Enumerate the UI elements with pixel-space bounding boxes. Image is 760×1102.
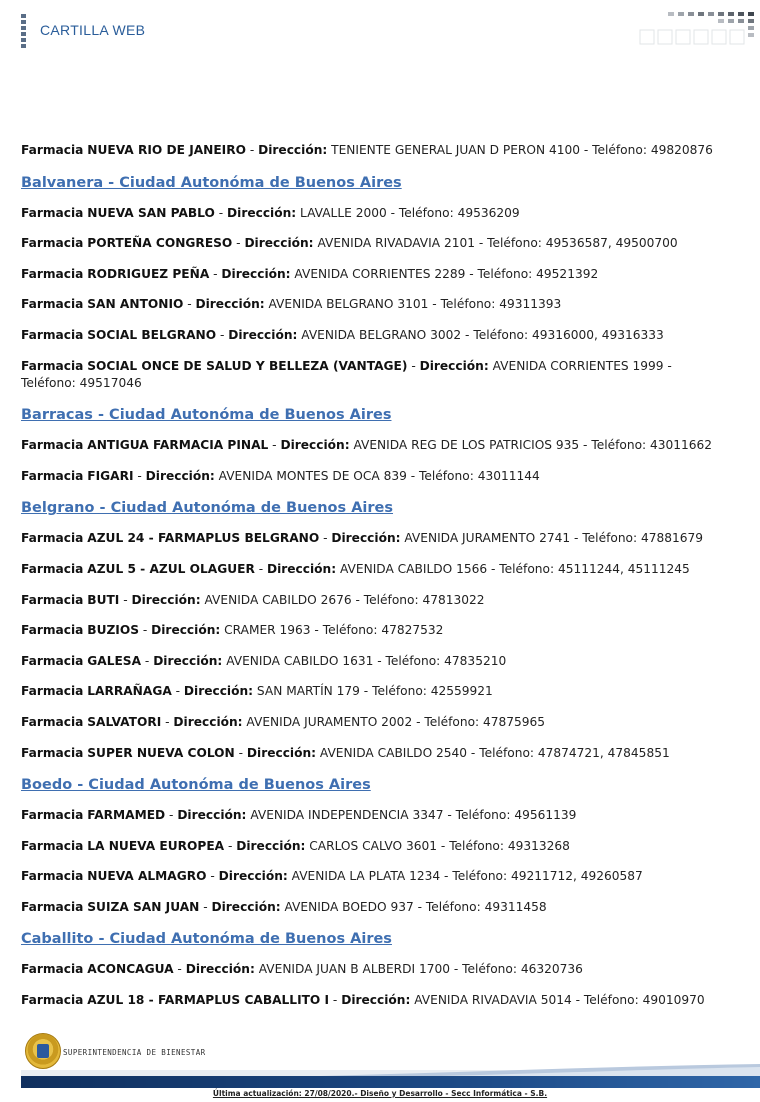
pharmacy-phone: 49010970 <box>642 993 705 1008</box>
phone-label: Teléfono: <box>385 653 441 668</box>
pharmacy-name: SOCIAL BELGRANO <box>87 327 217 342</box>
address-label: Dirección: <box>185 962 255 977</box>
header-decoration-icon <box>630 10 760 50</box>
pharmacy-name: SOCIAL ONCE DE SALUD Y BELLEZA (VANTAGE) <box>87 358 408 373</box>
address-label: Dirección: <box>280 438 350 453</box>
pharmacy-name: SALVATORI <box>87 714 162 729</box>
address-label: Dirección: <box>331 531 401 546</box>
pharmacy-name: RODRIGUEZ PEÑA <box>87 266 210 281</box>
pharmacy-phone: 49517046 <box>79 375 142 390</box>
phone-label: Teléfono: <box>582 531 638 546</box>
entry-prefix: Farmacia <box>21 468 84 483</box>
entry-prefix: Farmacia <box>21 684 84 699</box>
pharmacy-address: AVENIDA CABILDO 2676 <box>204 592 352 607</box>
entry-prefix: Farmacia <box>21 745 84 760</box>
pharmacy-name: SUIZA SAN JUAN <box>87 899 200 914</box>
pharmacy-entry: Farmacia SAN ANTONIO - Dirección: AVENIDA BELGRANO 3101 - Teléfono: 49311393 <box>21 297 562 312</box>
pharmacy-phone: 47835210 <box>444 653 507 668</box>
pharmacy-address: CRAMER 1963 <box>224 623 311 638</box>
pharmacy-entry: Farmacia ACONCAGUA - Dirección: AVENIDA JUAN B ALBERDI 1700 - Teléfono: 46320736 <box>21 962 583 977</box>
organization-name: SUPERINTENDENCIA DE BIENESTAR <box>63 1048 206 1057</box>
pharmacy-entry: Farmacia AZUL 5 - AZUL OLAGUER - Dirección: AVENIDA CABILDO 1566 - Teléfono: 45111244, 45111245 <box>21 561 690 576</box>
pharmacy-phone: 49521392 <box>536 266 599 281</box>
phone-label: Teléfono: <box>21 375 76 390</box>
pharmacy-name: PORTEÑA CONGRESO <box>87 236 233 251</box>
section-heading-link[interactable]: Caballito - Ciudad Autonóma de Buenos Aires <box>21 931 392 948</box>
pharmacy-address: AVENIDA BOEDO 937 <box>284 899 414 914</box>
pharmacy-address: AVENIDA MONTES DE OCA 839 <box>218 468 407 483</box>
pharmacy-entry: Farmacia AZUL 24 - FARMAPLUS BELGRANO - Dirección: AVENIDA JURAMENTO 2741 - Teléfono: 47881679 <box>21 531 704 546</box>
pharmacy-phone: 49561139 <box>514 808 577 823</box>
phone-label: Teléfono: <box>440 297 496 312</box>
address-label: Dirección: <box>341 993 411 1008</box>
entry-prefix: Farmacia <box>21 653 84 668</box>
pharmacy-name: GALESA <box>87 653 142 668</box>
address-label: Dirección: <box>177 808 247 823</box>
address-label: Dirección: <box>246 745 317 760</box>
pharmacy-phone: 47881679 <box>640 531 704 546</box>
entry-prefix: Farmacia <box>21 838 84 853</box>
entry-prefix: Farmacia <box>21 592 84 607</box>
pharmacy-entry: Farmacia AZUL 18 - FARMAPLUS CABALLITO I - Dirección: AVENIDA RIVADAVIA 5014 - Teléfono: 49010970 <box>21 993 705 1008</box>
phone-label: Teléfono: <box>452 869 508 884</box>
entry-prefix: Farmacia <box>21 438 84 453</box>
pharmacy-address: CARLOS CALVO 3601 <box>309 838 438 853</box>
address-label: Dirección: <box>266 561 337 576</box>
pharmacy-name: NUEVA ALMAGRO <box>87 869 207 884</box>
pharmacy-phone: 43011662 <box>650 438 713 453</box>
section-heading-link[interactable]: Boedo - Ciudad Autonóma de Buenos Aires <box>21 777 371 794</box>
pharmacy-address: LAVALLE 2000 <box>300 205 387 220</box>
pharmacy-entry: Farmacia PORTEÑA CONGRESO - Dirección: AVENIDA RIVADAVIA 2101 - Teléfono: 49536587, 49500700 <box>21 236 678 251</box>
pharmacy-address: AVENIDA CABILDO 2540 <box>319 745 468 760</box>
entry-prefix: Farmacia <box>21 899 84 914</box>
pharmacy-name: FIGARI <box>87 468 134 483</box>
pharmacy-phone: 49536209 <box>457 205 520 220</box>
phone-label: Teléfono: <box>487 236 542 251</box>
phone-label: Teléfono: <box>419 468 474 483</box>
pharmacy-name: AZUL 24 - FARMAPLUS BELGRANO <box>87 531 320 546</box>
pharmacy-entry: Farmacia RODRIGUEZ PEÑA - Dirección: AVENIDA CORRIENTES 2289 - Teléfono: 49521392 <box>21 266 599 281</box>
pharmacy-name: AZUL 5 - AZUL OLAGUER <box>87 561 255 576</box>
pharmacy-phone: 43011144 <box>477 468 540 483</box>
pharmacy-entry: Farmacia NUEVA RIO DE JANEIRO - Dirección: TENIENTE GENERAL JUAN D PERON 4100 - Teléfono: 49820876 <box>21 143 713 157</box>
pharmacy-name: ANTIGUA FARMACIA PINAL <box>87 438 269 453</box>
entry-prefix: Farmacia <box>21 561 84 576</box>
address-label: Dirección: <box>211 899 281 914</box>
footer-update-note: Última actualización: 27/08/2020.- Diseño y Desarrollo - Secc Informática - S.B. <box>212 1089 548 1098</box>
phone-label: Teléfono: <box>479 745 535 760</box>
pharmacy-entry: Farmacia SALVATORI - Dirección: AVENIDA JURAMENTO 2002 - Teléfono: 47875965 <box>21 714 546 729</box>
pharmacy-address: AVENIDA JURAMENTO 2002 <box>246 714 413 729</box>
section-heading-link[interactable]: Balvanera - Ciudad Autonóma de Buenos Aires <box>21 174 402 191</box>
pharmacy-name: FARMAMED <box>87 808 166 823</box>
pharmacy-phone: 49211712, 49260587 <box>511 869 643 884</box>
pharmacy-phone: 49316000, 49316333 <box>532 327 664 342</box>
phone-label: Teléfono: <box>462 962 517 977</box>
pharmacy-name: NUEVA RIO DE JANEIRO <box>87 143 246 157</box>
entry-prefix: Farmacia <box>21 358 84 373</box>
pharmacy-entry: Farmacia FIGARI - Dirección: AVENIDA MONTES DE OCA 839 - Teléfono: 43011144 <box>21 468 540 483</box>
section-heading-link[interactable]: Barracas - Ciudad Autonóma de Buenos Aires <box>21 407 392 424</box>
phone-label: Teléfono: <box>424 714 480 729</box>
pharmacy-entry: Farmacia SOCIAL BELGRANO - Dirección: AVENIDA BELGRANO 3002 - Teléfono: 49316000, 49316333 <box>21 327 664 342</box>
address-label: Dirección: <box>218 869 288 884</box>
pharmacy-name: ACONCAGUA <box>87 962 174 977</box>
entry-prefix: Farmacia <box>21 327 84 342</box>
pharmacy-address: SAN MARTÍN 179 <box>256 684 360 699</box>
phone-label: Teléfono: <box>372 684 427 699</box>
entry-prefix: Farmacia <box>21 531 84 546</box>
entry-prefix: Farmacia <box>21 297 84 312</box>
phone-label: Teléfono: <box>583 993 639 1008</box>
phone-label: Teléfono: <box>455 808 511 823</box>
address-label: Dirección: <box>228 327 298 342</box>
page-header <box>0 0 760 60</box>
phone-label: Teléfono: <box>398 205 454 220</box>
address-label: Dirección: <box>236 838 306 853</box>
pharmacy-address: AVENIDA INDEPENDENCIA 3347 <box>250 808 444 823</box>
pharmacy-name: SAN ANTONIO <box>87 297 184 312</box>
phone-label: Teléfono: <box>591 438 647 453</box>
entry-prefix: Farmacia <box>21 143 84 157</box>
pharmacy-entry: Farmacia FARMAMED - Dirección: AVENIDA INDEPENDENCIA 3347 - Teléfono: 49561139 <box>21 808 577 823</box>
address-label: Dirección: <box>258 143 328 157</box>
pharmacy-name: BUZIOS <box>87 623 139 638</box>
entry-prefix: Farmacia <box>21 993 84 1008</box>
pharmacy-entry: Farmacia SUPER NUEVA COLON - Dirección: AVENIDA CABILDO 2540 - Teléfono: 47874721, 47845851 <box>21 745 670 760</box>
entry-prefix: Farmacia <box>21 623 84 638</box>
pharmacy-entry: Farmacia BUZIOS - Dirección: CRAMER 1963 - Teléfono: 47827532 <box>21 623 444 638</box>
pharmacy-address: AVENIDA CABILDO 1631 <box>226 653 374 668</box>
pharmacy-name: AZUL 18 - FARMAPLUS CABALLITO I <box>87 993 330 1008</box>
entry-prefix: Farmacia <box>21 205 84 220</box>
pharmacy-name: LARRAÑAGA <box>87 684 172 699</box>
pharmacy-phone: 47827532 <box>381 623 444 638</box>
pharmacy-phone: 49311393 <box>499 297 562 312</box>
address-label: Dirección: <box>153 653 223 668</box>
footer-band <box>21 1064 760 1088</box>
entry-prefix: Farmacia <box>21 714 84 729</box>
entry-prefix: Farmacia <box>21 236 84 251</box>
page-footer <box>21 1030 760 1090</box>
phone-label: Teléfono: <box>477 266 533 281</box>
pharmacy-entry: Farmacia NUEVA SAN PABLO - Dirección: LAVALLE 2000 - Teléfono: 49536209 <box>21 205 520 220</box>
pharmacy-phone: 42559921 <box>430 684 493 699</box>
pharmacy-address: AVENIDA RIVADAVIA 2101 <box>317 236 475 251</box>
pharmacy-address: AVENIDA CORRIENTES 2289 <box>294 266 466 281</box>
pharmacy-phone: 47874721, 47845851 <box>537 745 670 760</box>
address-label: Dirección: <box>227 205 297 220</box>
entry-prefix: Farmacia <box>21 266 84 281</box>
logo-bar-icon <box>21 14 26 48</box>
address-label: Dirección: <box>131 592 201 607</box>
pharmacy-name: NUEVA SAN PABLO <box>87 205 215 220</box>
phone-label: Teléfono: <box>449 838 504 853</box>
entry-prefix: Farmacia <box>21 869 84 884</box>
address-label: Dirección: <box>419 358 489 373</box>
pharmacy-entry: Farmacia BUTI - Dirección: AVENIDA CABILDO 2676 - Teléfono: 47813022 <box>21 592 485 607</box>
pharmacy-entry: Farmacia GALESA - Dirección: AVENIDA CABILDO 1631 - Teléfono: 47835210 <box>21 653 507 668</box>
pharmacy-entry: Farmacia ANTIGUA FARMACIA PINAL - Dirección: AVENIDA REG DE LOS PATRICIOS 935 - Teléfono: 43011662 <box>21 438 713 453</box>
pharmacy-address: AVENIDA CORRIENTES 1999 <box>492 358 664 373</box>
pharmacy-phone: 49311458 <box>484 899 547 914</box>
pharmacy-name: LA NUEVA EUROPEA <box>87 838 225 853</box>
pharmacy-address: AVENIDA REG DE LOS PATRICIOS 935 <box>353 438 580 453</box>
pharmacy-phone: 49313268 <box>507 838 570 853</box>
phone-label: Teléfono: <box>363 592 419 607</box>
pharmacy-entry: Farmacia SUIZA SAN JUAN - Dirección: AVENIDA BOEDO 937 - Teléfono: 49311458 <box>21 899 547 914</box>
pharmacy-entry: Farmacia LARRAÑAGA - Dirección: SAN MARTÍN 179 - Teléfono: 42559921 <box>21 684 493 699</box>
phone-label: Teléfono: <box>425 899 481 914</box>
address-label: Dirección: <box>244 236 314 251</box>
section-heading-link[interactable]: Belgrano - Ciudad Autonóma de Buenos Aires <box>21 500 394 517</box>
pharmacy-address: AVENIDA JURAMENTO 2741 <box>404 531 571 546</box>
pharmacy-address: AVENIDA CABILDO 1566 <box>339 561 488 576</box>
pharmacy-phone: 49820876 <box>650 143 713 157</box>
address-label: Dirección: <box>221 266 291 281</box>
entry-prefix: Farmacia <box>21 808 84 823</box>
pharmacy-phone: 49536587, 49500700 <box>545 236 678 251</box>
pharmacy-name: SUPER NUEVA COLON <box>87 745 235 760</box>
app-title: CARTILLA WEB <box>40 22 146 38</box>
pharmacy-phone: 46320736 <box>520 962 583 977</box>
pharmacy-phone: 45111244, 45111245 <box>557 561 690 576</box>
pharmacy-address: AVENIDA JUAN B ALBERDI 1700 <box>258 962 451 977</box>
phone-label: Teléfono: <box>499 561 555 576</box>
pharmacy-address: AVENIDA BELGRANO 3101 <box>268 297 429 312</box>
phone-label: Teléfono: <box>322 623 378 638</box>
pharmacy-address: AVENIDA BELGRANO 3002 <box>301 327 462 342</box>
pharmacy-address: AVENIDA LA PLATA 1234 <box>291 869 441 884</box>
pharmacy-entry: Farmacia NUEVA ALMAGRO - Dirección: AVENIDA LA PLATA 1234 - Teléfono: 49211712, 49260587 <box>21 869 643 884</box>
entry-prefix: Farmacia <box>21 962 84 977</box>
pharmacy-address: TENIENTE GENERAL JUAN D PERON 4100 <box>331 143 580 157</box>
pharmacy-phone: 47875965 <box>483 714 546 729</box>
address-label: Dirección: <box>195 297 265 312</box>
pharmacy-phone: 47813022 <box>422 592 485 607</box>
pharmacy-list <box>21 142 721 1023</box>
address-label: Dirección: <box>183 684 254 699</box>
phone-label: Teléfono: <box>592 143 647 157</box>
pharmacy-name: BUTI <box>87 592 120 607</box>
address-label: Dirección: <box>173 714 243 729</box>
address-label: Dirección: <box>151 623 221 638</box>
address-label: Dirección: <box>145 468 215 483</box>
pharmacy-entry: Farmacia LA NUEVA EUROPEA - Dirección: CARLOS CALVO 3601 - Teléfono: 49313268 <box>21 838 570 853</box>
phone-label: Teléfono: <box>473 327 529 342</box>
pharmacy-address: AVENIDA RIVADAVIA 5014 <box>414 993 572 1008</box>
pharmacy-entry: Farmacia SOCIAL ONCE DE SALUD Y BELLEZA (VANTAGE) - Dirección: AVENIDA CORRIENTES 1999 - Teléfono: 49517046 <box>21 358 672 390</box>
